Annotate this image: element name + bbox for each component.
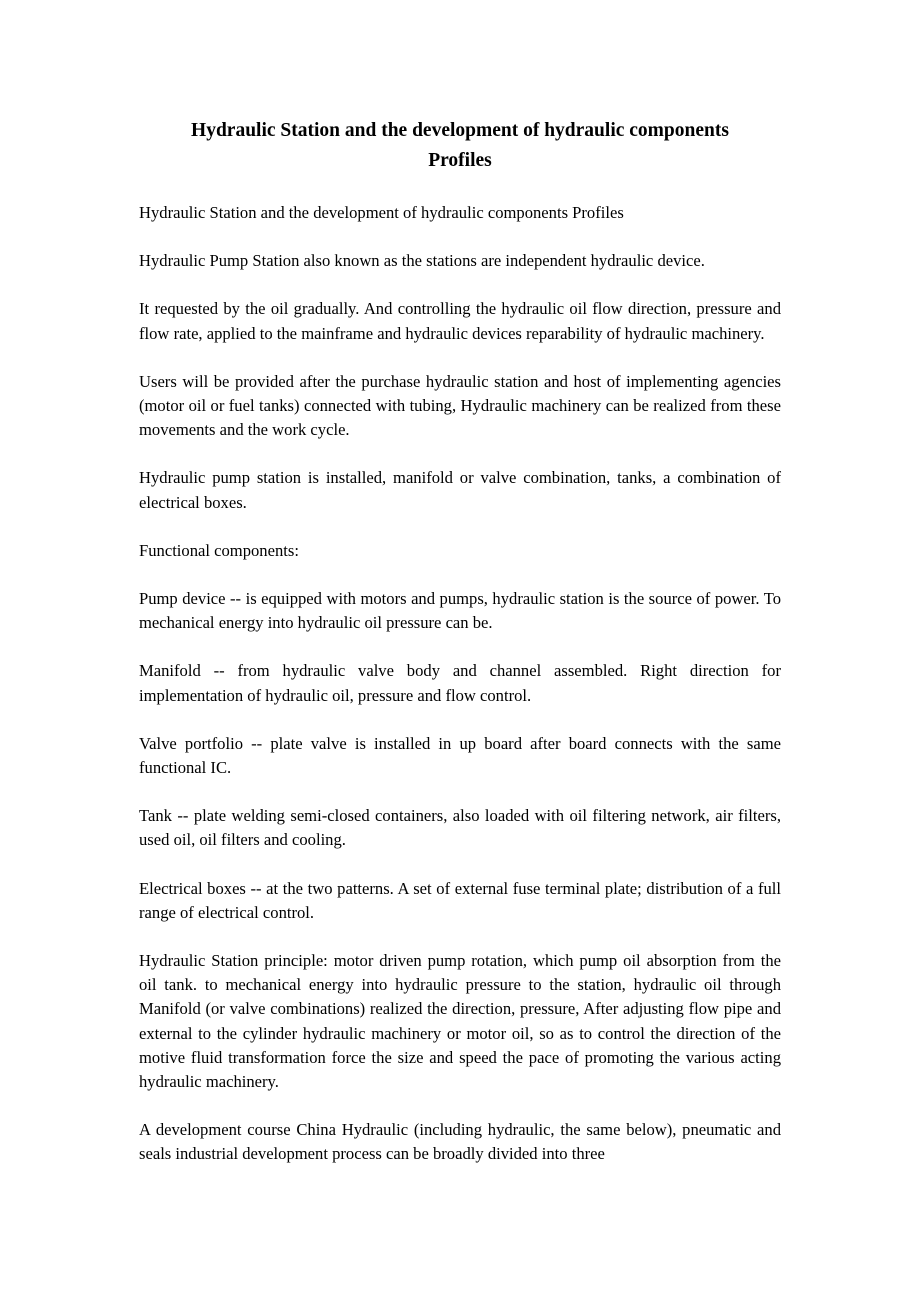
paragraph-pump-station: Hydraulic Pump Station also known as the stations are independent hydraulic device. (139, 251, 705, 271)
paragraph-valve-portfolio: Valve portfolio -- plate valve is installed in up board after board connects with the same functional IC. (139, 733, 781, 778)
document-title (139, 116, 781, 176)
paragraph-development-course: A development course China Hydraulic (including hydraulic, the same below), pneumatic and seals industrial development process can be broadly divided into three (139, 1120, 781, 1164)
paragraph-tank: Tank -- plate welding semi-closed containers, also loaded with oil filtering network, air filters, used oil, oil filters and cooling. (139, 806, 781, 850)
document-page (139, 116, 781, 1167)
title-line-1: Hydraulic Station and the development of hydraulic components (191, 120, 729, 141)
paragraph-manifold: Manifold -- from hydraulic valve body and channel assembled. Right direction for implementation of hydraulic oil, pressure and flow control. (139, 661, 781, 705)
paragraph-users: Users will be provided after the purchase hydraulic station and host of implementing agencies (motor oil or fuel tanks) connected with tubing, Hydraulic machinery can be realized from these movements and the work cycle. (139, 371, 781, 440)
paragraph-electrical-boxes: Electrical boxes -- at the two patterns. A set of external fuse terminal plate; distribution of a full range of electrical control. (139, 878, 781, 922)
paragraph-pump-device: Pump device -- is equipped with motors and pumps, hydraulic station is the source of power. To mechanical energy into hydraulic oil pressure can be. (139, 589, 781, 633)
paragraph-installation: Hydraulic pump station is installed, manifold or valve combination, tanks, a combination of electrical boxes. (139, 468, 781, 512)
title-line-2: Profiles (428, 150, 492, 171)
paragraph-functional-components: Functional components: (139, 540, 299, 560)
paragraph-oil-control: It requested by the oil gradually. And controlling the hydraulic oil flow direction, pressure and flow rate, applied to the mainframe and hydraulic devices reparability of hydraulic machinery. (139, 299, 781, 343)
paragraph-intro: Hydraulic Station and the development of hydraulic components Profiles (139, 203, 624, 222)
paragraph-station-principle: Hydraulic Station principle: motor driven pump rotation, which pump oil absorption from the oil tank. to mechanical energy into hydraulic pressure to the station, hydraulic oil through Manifold (or valve combinations) realized the direction, pressure, After adjusting flow pipe and external to the cylinder hydraulic machinery or motor oil, so as to control the direction of the motive fluid transformation force the size and speed the pace of promoting the various acting hydraulic machinery. (139, 951, 781, 1092)
